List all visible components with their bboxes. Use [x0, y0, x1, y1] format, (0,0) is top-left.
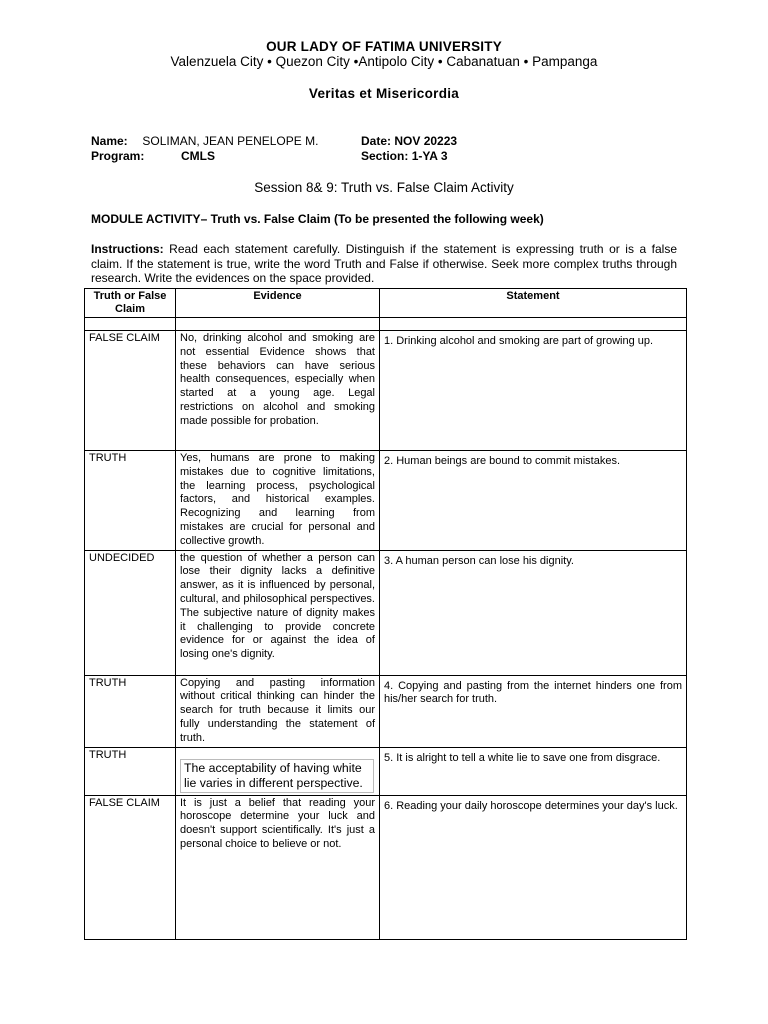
university-name: OUR LADY OF FATIMA UNIVERSITY — [266, 39, 502, 54]
header-statement: Statement — [380, 289, 687, 318]
evidence-textbox: The acceptability of having white lie varies in different perspective. — [180, 759, 374, 793]
spacer-cell — [85, 318, 176, 331]
evidence-cell: Yes, humans are prone to making mistakes due to cognitive limitations, the learning process, psychological factors, and historical examples. Recognizing and learning from mistakes are crucial for personal and collective growth. — [176, 451, 380, 551]
table-row — [85, 331, 687, 451]
evidence-cell-boxed — [176, 747, 380, 795]
evidence-cell: the question of whether a person can lose their dignity lacks a definitive answer, as it is influenced by personal, cultural, and philosophical perspectives. The subjective nature of dignity makes it challenging to provide concrete evidence for or against the idea of losing one's dignity. — [176, 550, 380, 675]
evidence-cell: No, drinking alcohol and smoking are not essential Evidence shows that these behaviors can have serious health consequences, especially when started at a young age. Legal restrictions on alcohol and smoking made possible for probation. — [176, 331, 380, 451]
spacer-cell — [176, 318, 380, 331]
section-label: Section: — [361, 149, 409, 163]
university-motto: Veritas et Misericordia — [308, 86, 460, 101]
statement-cell: 2. Human beings are bound to commit mistakes. — [380, 451, 687, 551]
spacer-cell — [380, 318, 687, 331]
campus-list: Valenzuela City • Quezon City •Antipolo City • Cabanatuan • Pampanga — [170, 54, 598, 69]
claim-cell: TRUTH — [85, 675, 176, 747]
instructions-label: Instructions: — [91, 242, 164, 256]
table-row — [85, 795, 687, 939]
program-line — [91, 148, 144, 164]
program-value: CMLS — [181, 149, 215, 163]
claim-cell: TRUTH — [85, 451, 176, 551]
header-evidence: Evidence — [176, 289, 380, 318]
name-value: SOLIMAN, JEAN PENELOPE M. — [142, 134, 319, 148]
date-value: NOV 20223 — [394, 134, 458, 148]
statement-cell: 3. A human person can lose his dignity. — [380, 550, 687, 675]
instructions — [91, 242, 677, 286]
section-line — [361, 148, 448, 164]
date-line — [361, 133, 457, 149]
evidence-cell: Copying and pasting information without critical thinking can hinder the search for truth because it limits our fully understanding the statement of truth. — [176, 675, 380, 747]
name-line — [91, 133, 318, 149]
claim-cell: FALSE CLAIM — [85, 795, 176, 939]
activity-table — [84, 288, 687, 940]
program-value-wrap — [181, 148, 215, 164]
name-label: Name: — [91, 134, 128, 148]
table-row — [85, 675, 687, 747]
instructions-text: Read each statement carefully. Distinguish if the statement is expressing truth or is a false claim. If the statement is true, write the word Truth and False if otherwise. Seek more complex truths through research. Write the evidences on the space provided. — [91, 242, 677, 285]
module-label: MODULE ACTIVITY — [91, 212, 201, 226]
evidence-cell: It is just a belief that reading your horoscope determine your luck and doesn't support scientifically. It's just a personal choice to believe or not. — [176, 795, 380, 939]
module-text: – Truth vs. False Claim (To be presented the following week) — [200, 212, 544, 226]
statement-cell: 1. Drinking alcohol and smoking are part of growing up. — [380, 331, 687, 451]
date-label: Date: — [361, 134, 392, 148]
claim-cell: TRUTH — [85, 747, 176, 795]
table-spacer-row — [85, 318, 687, 331]
module-activity-line — [91, 212, 544, 226]
session-title: Session 8& 9: Truth vs. False Claim Activity — [254, 180, 514, 195]
statement-cell: 5. It is alright to tell a white lie to save one from disgrace. — [380, 747, 687, 795]
program-label: Program: — [91, 149, 145, 163]
table-row — [85, 550, 687, 675]
table-header-row — [85, 289, 687, 318]
header-claim: Truth or False Claim — [85, 289, 176, 318]
claim-cell: FALSE CLAIM — [85, 331, 176, 451]
claim-cell: UNDECIDED — [85, 550, 176, 675]
table-row — [85, 747, 687, 795]
statement-cell: 6. Reading your daily horoscope determines your day's luck. — [380, 795, 687, 939]
statement-cell: 4. Copying and pasting from the internet hinders one from his/her search for truth. — [380, 675, 687, 747]
section-value: 1-YA 3 — [411, 149, 448, 163]
table-row — [85, 451, 687, 551]
